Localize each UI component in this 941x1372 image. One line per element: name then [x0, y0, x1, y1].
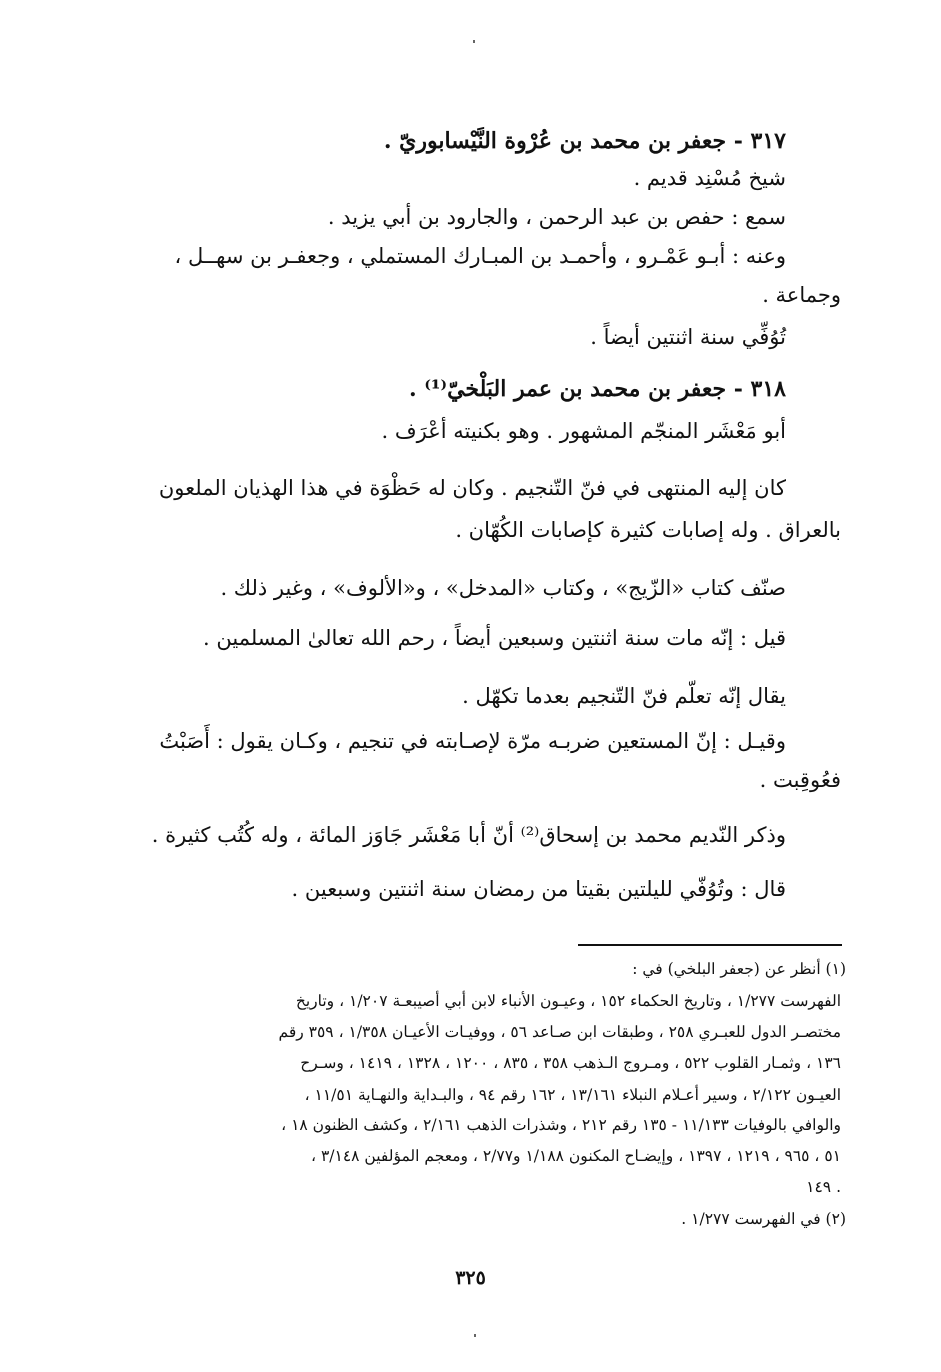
entry-318-line-6: يقال إنّه تعلّم فنّ التّنجيم بعدما تكهّل .: [462, 684, 786, 708]
entry-317-line-1: شيخ مُسْنِد قديم .: [633, 166, 786, 190]
entry-318-heading: ٣١٨ - جعفر بن محمد بن عمر البَلْخيّ⁽¹⁾ .: [409, 376, 786, 402]
entry-317-line-4: وجماعة .: [762, 283, 841, 307]
entry-318-line-9: وذكر النّديم محمد بن إسحاق⁽²⁾ أنّ أبا مَعْشَر جَاوَز المائة ، وله كُتُب كثيرة .: [151, 823, 786, 847]
entry-318-line-10: قال : وتُوُفّي لليلتين بقيتا من رمضان سنة اثنتين وسبعين .: [291, 877, 786, 901]
entry-318-line-5: قيل : إنّه مات سنة اثنتين وسبعين أيضاً ، رحم الله تعالىٰ المسلمين .: [203, 626, 786, 650]
entry-318-line-2: كان إليه المنتهى في فنّ التّنجيم . وكان له حَظْوَة في هذا الهذيان الملعون: [158, 476, 786, 500]
entry-317-line-5: تُوُفِّي سنة اثنتين أيضاً .: [590, 325, 786, 349]
entry-317-heading: ٣١٧ - جعفر بن محمد بن عُرْوة النَّيْسابوريّ .: [383, 128, 786, 154]
page-number: ٣٢٥: [455, 1267, 486, 1289]
entry-318-line-8: فعُوقِبت .: [759, 768, 841, 792]
scan-speck-top: [473, 40, 475, 43]
entry-318-line-1: أبو مَعْشَر المنجّم المشهور . وهو بكنيته أعْرَف .: [381, 419, 786, 443]
entry-317-line-2: سمع : حفص بن عبد الرحمن ، والجارود بن أبي يزيد .: [327, 205, 786, 229]
footnote-1-line-7: ٥١ ، ٩٦٥ ، ١٢١٩ ، ١٣٩٧ ، وإيضـاح المكنون ١/١٨٨ و٢/٧٧ ، ومعجم المؤلفين ٣/١٤٨ ،: [311, 1147, 841, 1165]
scan-speck-bottom: [474, 1334, 476, 1337]
entry-318-line-7: وقيـل : إنّ المستعين ضربـه مرّة لإصـابته في تنجيم ، وكـان يقول : أَصَبْتُ: [159, 729, 786, 753]
entry-318-line-4: صنّف كتاب «الزّيج» ، وكتاب «المدخل» ، و«الألوف» ، وغير ذلك .: [220, 576, 786, 600]
footnote-separator: [578, 944, 842, 946]
footnote-1-line-3: مختصـر الدول للعبـري ٢٥٨ ، وطبقات ابن صـاعد ٥٦ ، ووفيـات الأعيـان ١/٣٥٨ ، ٣٥٩ رقم: [278, 1023, 841, 1041]
footnote-1-line-2: الفهرست ١/٢٧٧ ، وتاريخ الحكماء ١٥٢ ، وعيـون الأنباء لابن أبي أصيبعـة ١/٢٠٧ ، وتاريخ: [295, 992, 841, 1010]
footnote-1-line-8: ١٤٩ .: [806, 1178, 841, 1196]
entry-317-line-3: وعنه : أبـو عَمْـرو ، وأحمـد بن المبـارك المستملي ، وجعفـر بن سهــل ،: [174, 244, 786, 268]
footnote-1-line-4: ١٣٦ ، وثمـار القلوب ٥٢٢ ، ومـروج الـذهب ٣٥٨ ، ٨٣٥ ، ١٢٠٠ ، ١٣٢٨ ، ١٤١٩ ، وسـرح: [300, 1054, 841, 1072]
footnote-1-line-6: والوافي بالوفيات ١١/١٣٣ - ١٣٥ رقم ٢١٢ ، وشذرات الذهب ٢/١٦١ ، وكشف الظنون ١٨ ،: [281, 1116, 841, 1134]
entry-318-line-3: بالعراق . وله إصابات كثيرة كإصابات الكُهّان .: [455, 518, 841, 542]
footnote-1-line-5: العيـون ٢/١٢٢ ، وسير أعـلام النبلاء ١٣/١٦١ ، ١٦٢ رقم ٩٤ ، والبـداية والنهـاية ١١/٥١ ،: [304, 1086, 841, 1104]
footnote-1-line-1: (١) أنظر عن (جعفر البلخي) في :: [632, 960, 846, 978]
footnote-2: (٢) في الفهرست ١/٢٧٧ .: [681, 1210, 846, 1228]
